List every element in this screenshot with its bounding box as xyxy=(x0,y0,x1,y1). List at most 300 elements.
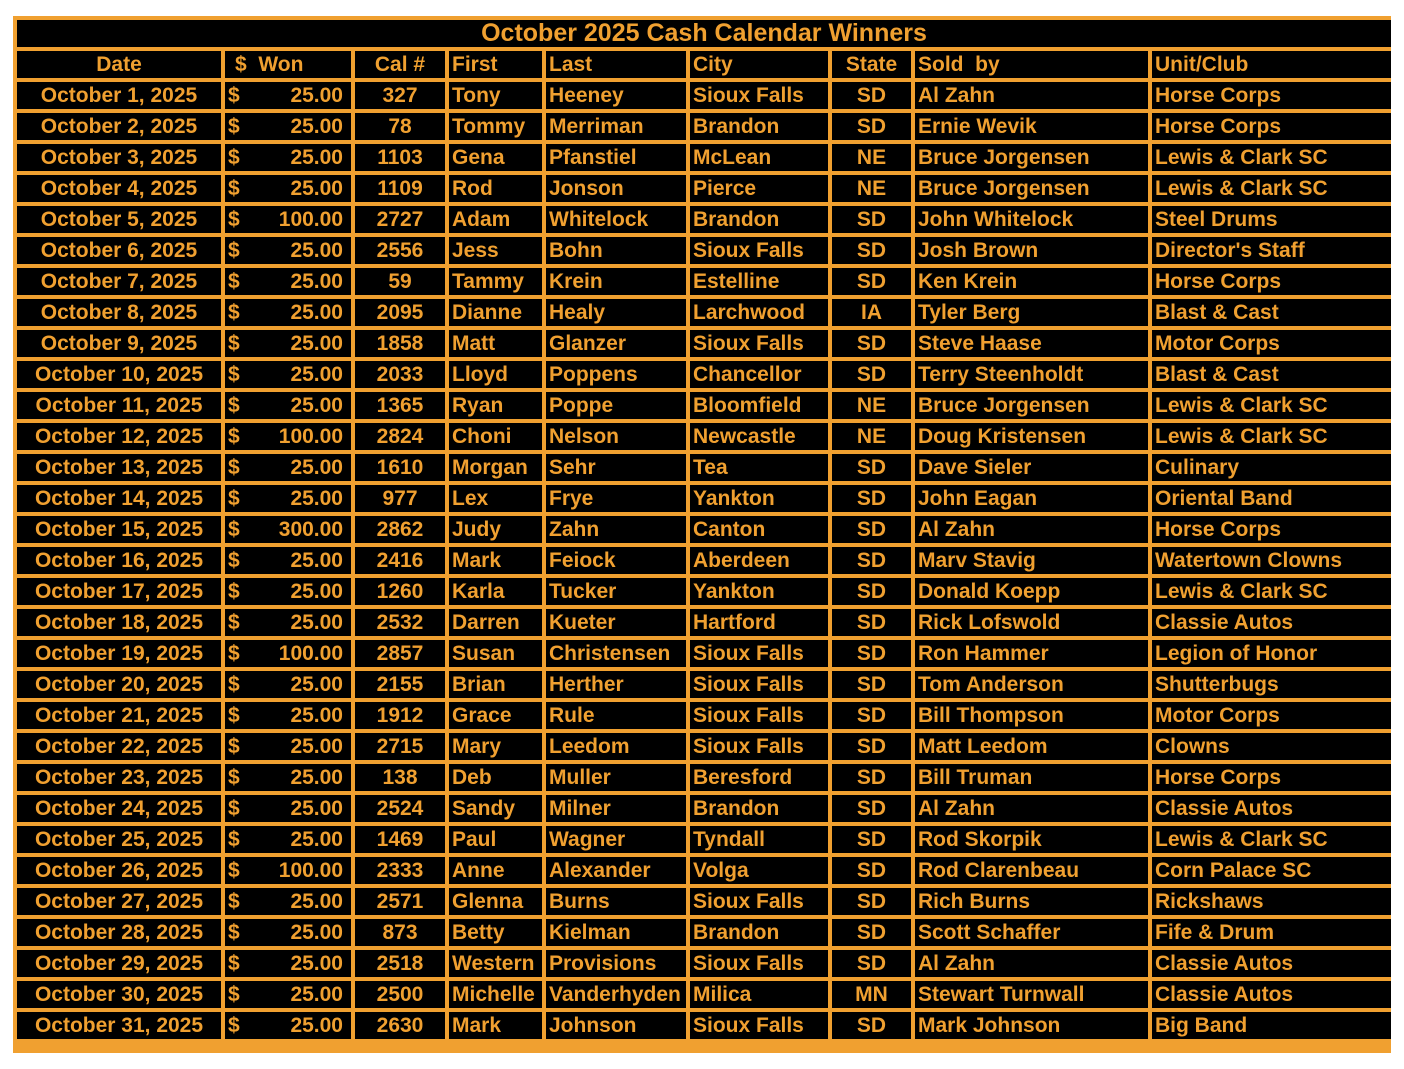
cell-city: Estelline xyxy=(690,268,828,295)
cell-unit: Lewis & Clark SC xyxy=(1152,144,1391,171)
currency-symbol: $ xyxy=(228,673,240,696)
cell-city: Chancellor xyxy=(690,361,828,388)
cell-cal-number: 138 xyxy=(355,764,445,791)
cell-unit: Director's Staff xyxy=(1152,237,1391,264)
cell-date: October 28, 2025 xyxy=(17,919,221,946)
cell-sold-by: John Whitelock xyxy=(915,206,1148,233)
cell-amount xyxy=(225,857,351,884)
cell-sold-by: Ron Hammer xyxy=(915,640,1148,667)
cell-sold-by: Doug Kristensen xyxy=(915,423,1148,450)
cell-state: SD xyxy=(832,454,911,481)
cell-date: October 6, 2025 xyxy=(17,237,221,264)
cell-amount xyxy=(225,888,351,915)
table-row xyxy=(17,113,1391,140)
cell-state: NE xyxy=(832,175,911,202)
amount-value: 25.00 xyxy=(290,239,343,262)
cell-date: October 20, 2025 xyxy=(17,671,221,698)
cell-first-name: Deb xyxy=(449,764,542,791)
cell-cal-number: 2857 xyxy=(355,640,445,667)
cell-cal-number: 2630 xyxy=(355,1012,445,1039)
cell-sold-by: Marv Stavig xyxy=(915,547,1148,574)
cell-sold-by: Mark Johnson xyxy=(915,1012,1148,1039)
cell-city: Sioux Falls xyxy=(690,82,828,109)
amount-value: 25.00 xyxy=(290,735,343,758)
cell-cal-number: 2333 xyxy=(355,857,445,884)
cell-amount xyxy=(225,764,351,791)
table-row xyxy=(17,733,1391,760)
cell-cal-number: 2862 xyxy=(355,516,445,543)
table-row xyxy=(17,640,1391,667)
cell-cal-number: 78 xyxy=(355,113,445,140)
cell-last-name: Poppe xyxy=(546,392,686,419)
currency-symbol: $ xyxy=(228,177,240,200)
cell-unit: Corn Palace SC xyxy=(1152,857,1391,884)
cell-date: October 15, 2025 xyxy=(17,516,221,543)
cell-state: SD xyxy=(832,516,911,543)
cell-unit: Classie Autos xyxy=(1152,795,1391,822)
cell-date: October 31, 2025 xyxy=(17,1012,221,1039)
cell-sold-by: Steve Haase xyxy=(915,330,1148,357)
cell-cal-number: 2416 xyxy=(355,547,445,574)
cell-amount xyxy=(225,175,351,202)
currency-symbol: $ xyxy=(228,735,240,758)
cell-amount xyxy=(225,609,351,636)
cell-state: SD xyxy=(832,268,911,295)
cell-unit: Lewis & Clark SC xyxy=(1152,578,1391,605)
cell-sold-by: Dave Sieler xyxy=(915,454,1148,481)
column-header-city: City xyxy=(690,51,828,78)
cell-cal-number: 1912 xyxy=(355,702,445,729)
cell-state: SD xyxy=(832,950,911,977)
currency-symbol: $ xyxy=(228,828,240,851)
amount-value: 100.00 xyxy=(278,208,343,231)
cell-city: Bloomfield xyxy=(690,392,828,419)
currency-symbol: $ xyxy=(228,301,240,324)
cell-sold-by: Bruce Jorgensen xyxy=(915,392,1148,419)
cell-first-name: Susan xyxy=(449,640,542,667)
cell-date: October 19, 2025 xyxy=(17,640,221,667)
cell-first-name: Tommy xyxy=(449,113,542,140)
cell-date: October 1, 2025 xyxy=(17,82,221,109)
cell-last-name: Jonson xyxy=(546,175,686,202)
currency-symbol: $ xyxy=(228,146,240,169)
cell-unit: Steel Drums xyxy=(1152,206,1391,233)
cell-sold-by: Al Zahn xyxy=(915,82,1148,109)
cell-last-name: Pfanstiel xyxy=(546,144,686,171)
cell-city: Sioux Falls xyxy=(690,888,828,915)
cell-sold-by: Terry Steenholdt xyxy=(915,361,1148,388)
currency-symbol: $ xyxy=(228,239,240,262)
cell-state: SD xyxy=(832,702,911,729)
table-row xyxy=(17,547,1391,574)
cell-first-name: Lloyd xyxy=(449,361,542,388)
cell-cal-number: 2033 xyxy=(355,361,445,388)
table-row xyxy=(17,516,1391,543)
cell-date: October 14, 2025 xyxy=(17,485,221,512)
cell-first-name: Mark xyxy=(449,1012,542,1039)
cell-last-name: Leedom xyxy=(546,733,686,760)
cell-city: Sioux Falls xyxy=(690,640,828,667)
cell-last-name: Merriman xyxy=(546,113,686,140)
cell-sold-by: Bill Thompson xyxy=(915,702,1148,729)
cell-date: October 12, 2025 xyxy=(17,423,221,450)
table-row xyxy=(17,826,1391,853)
cell-sold-by: Donald Koepp xyxy=(915,578,1148,605)
cell-sold-by: Tom Anderson xyxy=(915,671,1148,698)
cell-last-name: Burns xyxy=(546,888,686,915)
cell-last-name: Provisions xyxy=(546,950,686,977)
cell-state: SD xyxy=(832,547,911,574)
cell-city: Yankton xyxy=(690,485,828,512)
cell-sold-by: Tyler Berg xyxy=(915,299,1148,326)
cell-city: Sioux Falls xyxy=(690,330,828,357)
amount-value: 25.00 xyxy=(290,611,343,634)
cell-last-name: Bohn xyxy=(546,237,686,264)
table-row xyxy=(17,454,1391,481)
cell-amount xyxy=(225,268,351,295)
cell-first-name: Sandy xyxy=(449,795,542,822)
amount-value: 25.00 xyxy=(290,766,343,789)
cell-last-name: Healy xyxy=(546,299,686,326)
currency-symbol: $ xyxy=(228,952,240,975)
table-row xyxy=(17,1012,1391,1039)
cell-unit: Lewis & Clark SC xyxy=(1152,826,1391,853)
cell-cal-number: 2571 xyxy=(355,888,445,915)
table-row xyxy=(17,237,1391,264)
cell-cal-number: 327 xyxy=(355,82,445,109)
column-header-sold-by: Sold by xyxy=(915,51,1148,78)
cell-state: SD xyxy=(832,888,911,915)
cell-sold-by: Bruce Jorgensen xyxy=(915,144,1148,171)
cell-cal-number: 2727 xyxy=(355,206,445,233)
cell-first-name: Judy xyxy=(449,516,542,543)
cell-date: October 8, 2025 xyxy=(17,299,221,326)
cell-unit: Classie Autos xyxy=(1152,950,1391,977)
cell-last-name: Muller xyxy=(546,764,686,791)
table-row xyxy=(17,392,1391,419)
cell-city: Sioux Falls xyxy=(690,237,828,264)
cell-state: SD xyxy=(832,113,911,140)
currency-symbol: $ xyxy=(228,580,240,603)
title-row xyxy=(17,20,1391,47)
cell-amount xyxy=(225,423,351,450)
cell-date: October 23, 2025 xyxy=(17,764,221,791)
cell-amount xyxy=(225,981,351,1008)
amount-value: 25.00 xyxy=(290,270,343,293)
cell-date: October 16, 2025 xyxy=(17,547,221,574)
cell-amount xyxy=(225,113,351,140)
cell-state: SD xyxy=(832,1012,911,1039)
cell-date: October 10, 2025 xyxy=(17,361,221,388)
cell-city: Tea xyxy=(690,454,828,481)
cell-amount xyxy=(225,82,351,109)
currency-symbol: $ xyxy=(228,983,240,1006)
amount-value: 25.00 xyxy=(290,177,343,200)
cell-unit: Horse Corps xyxy=(1152,268,1391,295)
cell-first-name: Choni xyxy=(449,423,542,450)
cell-last-name: Rule xyxy=(546,702,686,729)
cell-last-name: Johnson xyxy=(546,1012,686,1039)
cell-state: SD xyxy=(832,671,911,698)
cell-state: NE xyxy=(832,423,911,450)
cell-sold-by: Ken Krein xyxy=(915,268,1148,295)
currency-symbol: $ xyxy=(228,270,240,293)
cell-state: IA xyxy=(832,299,911,326)
amount-value: 25.00 xyxy=(290,983,343,1006)
cell-first-name: Glenna xyxy=(449,888,542,915)
currency-symbol: $ xyxy=(228,766,240,789)
cell-sold-by: Al Zahn xyxy=(915,516,1148,543)
cell-unit: Lewis & Clark SC xyxy=(1152,175,1391,202)
table-row xyxy=(17,671,1391,698)
cell-first-name: Ryan xyxy=(449,392,542,419)
cell-first-name: Karla xyxy=(449,578,542,605)
cell-cal-number: 2715 xyxy=(355,733,445,760)
amount-value: 25.00 xyxy=(290,549,343,572)
cell-first-name: Matt xyxy=(449,330,542,357)
cell-city: Beresford xyxy=(690,764,828,791)
cell-state: SD xyxy=(832,826,911,853)
table-row xyxy=(17,361,1391,388)
cell-state: SD xyxy=(832,640,911,667)
amount-value: 25.00 xyxy=(290,84,343,107)
column-header-last: Last xyxy=(546,51,686,78)
cell-amount xyxy=(225,392,351,419)
table-row xyxy=(17,609,1391,636)
cell-amount xyxy=(225,919,351,946)
cell-unit: Culinary xyxy=(1152,454,1391,481)
cell-last-name: Zahn xyxy=(546,516,686,543)
cell-city: Volga xyxy=(690,857,828,884)
amount-value: 25.00 xyxy=(290,704,343,727)
cell-date: October 13, 2025 xyxy=(17,454,221,481)
cell-amount xyxy=(225,640,351,667)
table-row xyxy=(17,206,1391,233)
cell-cal-number: 1109 xyxy=(355,175,445,202)
cell-amount xyxy=(225,826,351,853)
cell-date: October 27, 2025 xyxy=(17,888,221,915)
currency-symbol: $ xyxy=(228,487,240,510)
cell-last-name: Krein xyxy=(546,268,686,295)
currency-symbol: $ xyxy=(228,859,240,882)
cell-last-name: Christensen xyxy=(546,640,686,667)
cell-date: October 22, 2025 xyxy=(17,733,221,760)
cell-amount xyxy=(225,485,351,512)
cell-first-name: Adam xyxy=(449,206,542,233)
cell-cal-number: 977 xyxy=(355,485,445,512)
cell-date: October 17, 2025 xyxy=(17,578,221,605)
cell-first-name: Dianne xyxy=(449,299,542,326)
amount-value: 25.00 xyxy=(290,301,343,324)
cell-cal-number: 2556 xyxy=(355,237,445,264)
cell-last-name: Nelson xyxy=(546,423,686,450)
cell-unit: Oriental Band xyxy=(1152,485,1391,512)
cell-first-name: Rod xyxy=(449,175,542,202)
cell-last-name: Vanderhyden xyxy=(546,981,686,1008)
amount-value: 25.00 xyxy=(290,890,343,913)
table-row xyxy=(17,981,1391,1008)
amount-value: 25.00 xyxy=(290,673,343,696)
cell-state: SD xyxy=(832,206,911,233)
cell-amount xyxy=(225,144,351,171)
cell-first-name: Tony xyxy=(449,82,542,109)
cell-cal-number: 2155 xyxy=(355,671,445,698)
cell-last-name: Feiock xyxy=(546,547,686,574)
cell-unit: Clowns xyxy=(1152,733,1391,760)
cell-date: October 26, 2025 xyxy=(17,857,221,884)
cell-unit: Horse Corps xyxy=(1152,113,1391,140)
table-row xyxy=(17,919,1391,946)
column-header-state: State xyxy=(832,51,911,78)
cell-cal-number: 1610 xyxy=(355,454,445,481)
column-header-first: First xyxy=(449,51,542,78)
currency-symbol: $ xyxy=(228,1014,240,1037)
cell-date: October 25, 2025 xyxy=(17,826,221,853)
cell-unit: Horse Corps xyxy=(1152,82,1391,109)
cell-cal-number: 2518 xyxy=(355,950,445,977)
cell-city: Tyndall xyxy=(690,826,828,853)
cell-first-name: Tammy xyxy=(449,268,542,295)
cell-unit: Blast & Cast xyxy=(1152,361,1391,388)
header-row xyxy=(17,51,1391,78)
winners-sheet xyxy=(13,16,1391,1053)
table-row xyxy=(17,702,1391,729)
cell-unit: Rickshaws xyxy=(1152,888,1391,915)
cell-city: Pierce xyxy=(690,175,828,202)
cell-amount xyxy=(225,733,351,760)
currency-symbol: $ xyxy=(228,518,240,541)
table-row xyxy=(17,82,1391,109)
cell-unit: Watertown Clowns xyxy=(1152,547,1391,574)
cell-last-name: Kielman xyxy=(546,919,686,946)
cell-amount xyxy=(225,578,351,605)
amount-value: 25.00 xyxy=(290,487,343,510)
cell-cal-number: 1469 xyxy=(355,826,445,853)
amount-value: 25.00 xyxy=(290,828,343,851)
table-row xyxy=(17,857,1391,884)
cell-sold-by: Matt Leedom xyxy=(915,733,1148,760)
cell-unit: Motor Corps xyxy=(1152,702,1391,729)
cell-date: October 18, 2025 xyxy=(17,609,221,636)
amount-value: 25.00 xyxy=(290,1014,343,1037)
currency-symbol: $ xyxy=(228,704,240,727)
cell-state: SD xyxy=(832,764,911,791)
table-row xyxy=(17,888,1391,915)
cell-unit: Horse Corps xyxy=(1152,764,1391,791)
cell-city: Aberdeen xyxy=(690,547,828,574)
cell-first-name: Paul xyxy=(449,826,542,853)
cell-first-name: Morgan xyxy=(449,454,542,481)
amount-value: 25.00 xyxy=(290,115,343,138)
amount-value: 300.00 xyxy=(278,518,343,541)
cell-last-name: Poppens xyxy=(546,361,686,388)
cell-state: NE xyxy=(832,392,911,419)
cell-state: SD xyxy=(832,733,911,760)
cell-cal-number: 2500 xyxy=(355,981,445,1008)
cell-sold-by: Rod Skorpik xyxy=(915,826,1148,853)
currency-symbol: $ xyxy=(228,921,240,944)
cell-city: Sioux Falls xyxy=(690,1012,828,1039)
currency-symbol: $ xyxy=(228,425,240,448)
cell-last-name: Tucker xyxy=(546,578,686,605)
cell-amount xyxy=(225,950,351,977)
cell-first-name: Grace xyxy=(449,702,542,729)
cell-date: October 4, 2025 xyxy=(17,175,221,202)
cell-unit: Motor Corps xyxy=(1152,330,1391,357)
cell-date: October 11, 2025 xyxy=(17,392,221,419)
currency-symbol: $ xyxy=(228,797,240,820)
table-row xyxy=(17,485,1391,512)
cell-cal-number: 2524 xyxy=(355,795,445,822)
cell-first-name: Mark xyxy=(449,547,542,574)
cell-unit: Classie Autos xyxy=(1152,981,1391,1008)
cell-amount xyxy=(225,206,351,233)
cell-unit: Legion of Honor xyxy=(1152,640,1391,667)
cell-amount xyxy=(225,547,351,574)
cell-amount xyxy=(225,795,351,822)
cell-city: Brandon xyxy=(690,113,828,140)
amount-value: 25.00 xyxy=(290,580,343,603)
table-row xyxy=(17,423,1391,450)
cell-cal-number: 1858 xyxy=(355,330,445,357)
table-row xyxy=(17,330,1391,357)
cell-last-name: Wagner xyxy=(546,826,686,853)
currency-symbol: $ xyxy=(228,363,240,386)
cell-sold-by: Bruce Jorgensen xyxy=(915,175,1148,202)
cell-sold-by: Ernie Wevik xyxy=(915,113,1148,140)
cell-state: SD xyxy=(832,485,911,512)
currency-symbol: $ xyxy=(228,890,240,913)
cell-unit: Lewis & Clark SC xyxy=(1152,392,1391,419)
cell-unit: Lewis & Clark SC xyxy=(1152,423,1391,450)
cell-amount xyxy=(225,454,351,481)
cell-sold-by: Rick Lofswold xyxy=(915,609,1148,636)
cell-city: Sioux Falls xyxy=(690,702,828,729)
cell-first-name: Jess xyxy=(449,237,542,264)
table-row xyxy=(17,268,1391,295)
cell-first-name: Gena xyxy=(449,144,542,171)
cell-last-name: Alexander xyxy=(546,857,686,884)
cell-first-name: Betty xyxy=(449,919,542,946)
cell-cal-number: 59 xyxy=(355,268,445,295)
winners-table xyxy=(13,16,1395,1043)
currency-symbol: $ xyxy=(228,642,240,665)
cell-first-name: Mary xyxy=(449,733,542,760)
cell-sold-by: Al Zahn xyxy=(915,795,1148,822)
column-header-date: Date xyxy=(17,51,221,78)
cell-city: Brandon xyxy=(690,919,828,946)
amount-value: 100.00 xyxy=(278,425,343,448)
currency-symbol: $ xyxy=(228,456,240,479)
cell-city: Newcastle xyxy=(690,423,828,450)
cell-sold-by: Scott Schaffer xyxy=(915,919,1148,946)
cell-sold-by: Rich Burns xyxy=(915,888,1148,915)
cell-cal-number: 1103 xyxy=(355,144,445,171)
cell-amount xyxy=(225,299,351,326)
cell-last-name: Frye xyxy=(546,485,686,512)
cell-city: Sioux Falls xyxy=(690,671,828,698)
cell-city: Brandon xyxy=(690,795,828,822)
amount-value: 100.00 xyxy=(278,642,343,665)
cell-sold-by: Bill Truman xyxy=(915,764,1148,791)
cell-state: SD xyxy=(832,609,911,636)
table-row xyxy=(17,144,1391,171)
cell-city: Yankton xyxy=(690,578,828,605)
cell-last-name: Milner xyxy=(546,795,686,822)
cell-unit: Horse Corps xyxy=(1152,516,1391,543)
amount-value: 25.00 xyxy=(290,797,343,820)
cell-amount xyxy=(225,671,351,698)
